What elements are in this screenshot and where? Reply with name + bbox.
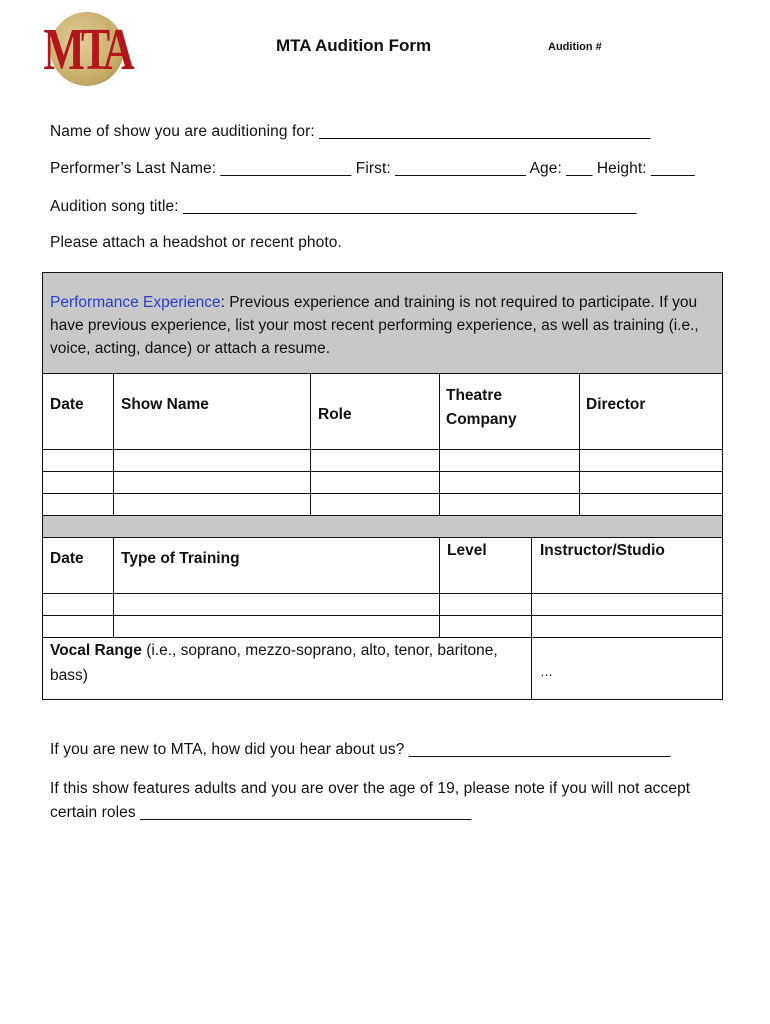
column-divider: [310, 373, 311, 516]
column-divider: [531, 637, 532, 700]
adult-roles-field[interactable]: If this show features adults and you are over the age of 19, please note if you will not accept certain roles ______________________________________: [50, 780, 691, 821]
column-divider: [579, 373, 580, 516]
row-divider: [42, 449, 723, 450]
col-date: Date: [50, 396, 84, 413]
col-level: Level: [447, 542, 487, 559]
hear-about-field[interactable]: If you are new to MTA, how did you hear about us? ______________________________: [50, 741, 671, 758]
col-director: Director: [586, 396, 646, 413]
row-divider: [42, 615, 723, 616]
column-divider: [531, 537, 532, 638]
col-show-name: Show Name: [121, 396, 209, 413]
logo-text: MTA: [43, 15, 131, 83]
col-instructor-studio: Instructor/Studio: [540, 542, 665, 559]
vocal-range-input[interactable]: …: [540, 664, 553, 679]
song-title-field[interactable]: Audition song title: ____________________________________________________: [50, 198, 637, 215]
vocal-range-text: (i.e., soprano, mezzo-soprano, alto, tenor, baritone, bass): [50, 642, 498, 684]
col-theatre-company: Theatre Company: [446, 387, 517, 428]
column-divider: [439, 537, 440, 638]
show-name-field[interactable]: Name of show you are auditioning for: ______________________________________: [50, 123, 651, 140]
experience-text: : Previous experience and training is not required to participate. If you have previous experience, list your most recent performing experience, as well as training (i.e., voice, acting, dance) or attach a resume.: [50, 294, 699, 357]
column-divider: [113, 373, 114, 516]
audition-number-label: Audition #: [548, 41, 602, 53]
vocal-range-heading: Vocal Range: [50, 642, 142, 659]
row-divider: [42, 373, 723, 374]
col-training-date: Date: [50, 550, 84, 567]
row-divider: [42, 593, 723, 594]
section-separator: [43, 516, 722, 537]
col-role: Role: [318, 406, 352, 423]
vocal-range-label: [50, 638, 530, 688]
column-divider: [113, 537, 114, 638]
col-type-of-training: Type of Training: [121, 550, 240, 567]
performer-name-field[interactable]: Performer’s Last Name: _______________ First: _______________ Age: ___ Height: _____: [50, 160, 695, 177]
headshot-instruction: Please attach a headshot or recent photo.: [50, 234, 342, 251]
row-divider: [42, 537, 723, 538]
row-divider: [42, 493, 723, 494]
mta-logo: [43, 12, 131, 86]
row-divider: [42, 471, 723, 472]
column-divider: [439, 373, 440, 516]
page-title: MTA Audition Form: [276, 36, 432, 55]
experience-instructions: [50, 291, 715, 360]
experience-heading: Performance Experience: [50, 294, 221, 311]
